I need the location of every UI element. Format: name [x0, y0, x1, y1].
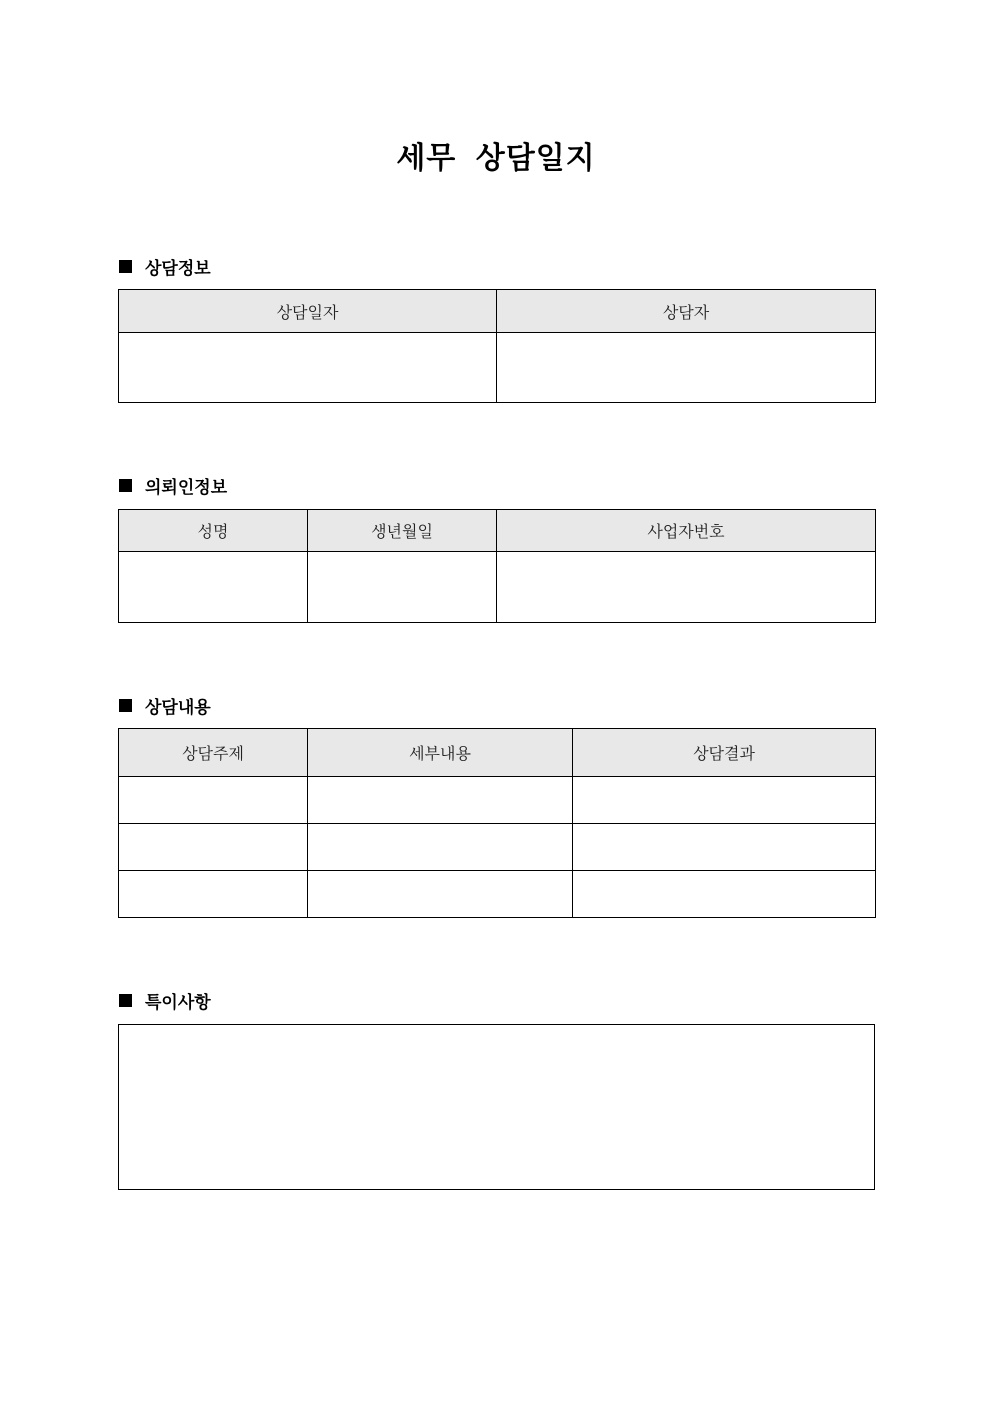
consult-info-table — [118, 289, 876, 403]
square-bullet-icon — [119, 699, 132, 712]
topic-cell[interactable] — [119, 871, 308, 918]
section-heading-label: 상담정보 — [145, 259, 211, 279]
client-info-table — [118, 509, 876, 623]
column-header-consultant: 상담자 — [497, 290, 876, 333]
section-heading-client-info — [119, 473, 227, 498]
table-row — [119, 824, 876, 871]
section-heading-remarks — [119, 988, 211, 1013]
details-cell[interactable] — [308, 871, 573, 918]
column-header-consult-date: 상담일자 — [119, 290, 497, 333]
section-heading-label: 의뢰인정보 — [145, 478, 228, 498]
consult-content-table — [118, 728, 876, 918]
column-header-topic: 상담주제 — [119, 729, 308, 777]
consultant-cell[interactable] — [497, 333, 876, 403]
section-heading-consult-info — [119, 254, 211, 279]
topic-cell[interactable] — [119, 824, 308, 871]
table-row — [119, 777, 876, 824]
column-header-name: 성명 — [119, 510, 308, 552]
table-row — [119, 871, 876, 918]
square-bullet-icon — [119, 479, 132, 492]
square-bullet-icon — [119, 994, 132, 1007]
result-cell[interactable] — [573, 824, 876, 871]
column-header-details: 세부내용 — [308, 729, 573, 777]
column-header-birthdate: 생년월일 — [308, 510, 497, 552]
column-header-result: 상담결과 — [573, 729, 876, 777]
section-heading-consult-content — [119, 693, 211, 718]
business-number-cell[interactable] — [497, 552, 876, 623]
section-heading-label: 특이사항 — [145, 993, 211, 1013]
result-cell[interactable] — [573, 871, 876, 918]
details-cell[interactable] — [308, 824, 573, 871]
section-heading-label: 상담내용 — [145, 698, 211, 718]
consult-date-cell[interactable] — [119, 333, 497, 403]
name-cell[interactable] — [119, 552, 308, 623]
column-header-business-number: 사업자번호 — [497, 510, 876, 552]
square-bullet-icon — [119, 260, 132, 273]
result-cell[interactable] — [573, 777, 876, 824]
details-cell[interactable] — [308, 777, 573, 824]
document-title: 세무 상담일지 — [396, 141, 596, 176]
birthdate-cell[interactable] — [308, 552, 497, 623]
remarks-box[interactable] — [118, 1024, 875, 1190]
topic-cell[interactable] — [119, 777, 308, 824]
